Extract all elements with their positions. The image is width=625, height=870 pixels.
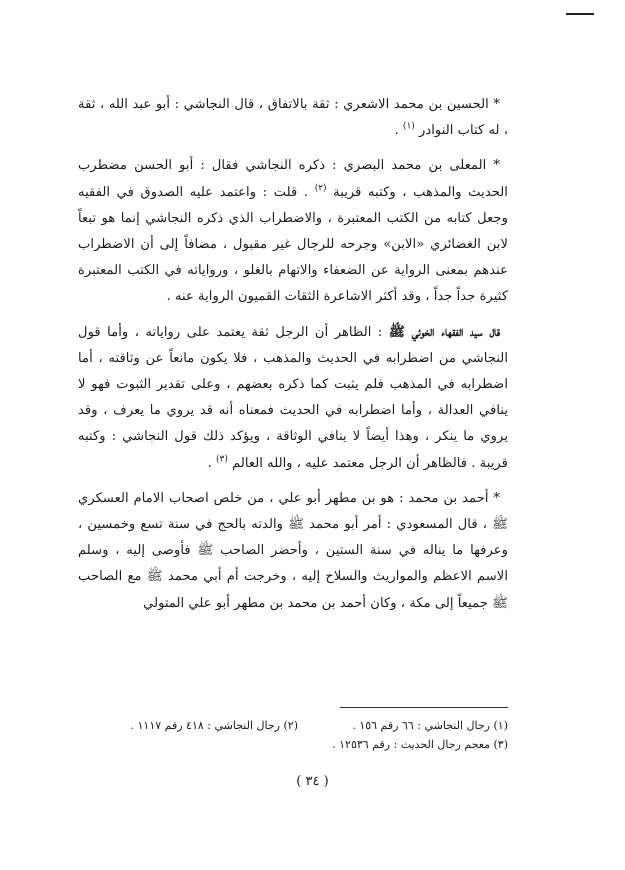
footnotes [90, 716, 508, 754]
footnote-3: (٣) معجم رجال الحديث : رقم ١٢٥٣٦ . [332, 738, 508, 751]
header-rule [566, 13, 594, 15]
paragraph-tail: . [394, 123, 399, 139]
footnote-ref: (٣) [216, 454, 228, 465]
paragraph-2 [78, 153, 508, 310]
paragraph-1 [78, 92, 508, 144]
paragraph-4 [78, 486, 508, 617]
page-body [78, 92, 508, 626]
page-number: ( ٣٤ ) [296, 774, 329, 789]
footnote-2: (٢) رجال النجاشي : ٤١٨ رقم ١١١٧ . [130, 719, 298, 732]
paragraph-text: * الحسين بن محمد الاشعري : ثقة بالاتفاق ، قال النجاشي : أبو عبد الله ، ثقة ، له كتاب النوادر [78, 97, 508, 139]
footnote-divider [340, 707, 508, 708]
paragraph-text: : الظاهر أن الرجل ثقة يعتمد على رواياته ، وأما قول النجاشي من اضطرابه في الحديث والمذهب ، فلا يكون مانعاً عن وثاقته ، أما اضطرابه في المذهب فلم يثبت كما ذكره بعضهم ، وعلى تقدير الثبوت فهو لا ينافي العدالة ، وأما اضطرابه في الحديث فمعناه أنه قد يروي ما يعرف ، وقد يروي ما ينكر ، وهذا أيضاً لا ينافي الوثاقة ، ويؤكد ذلك قول النجاشي : وكتبه قريبة . فالظاهر أن الرجل معتمد عليه ، والله العالم [78, 324, 508, 471]
paragraph-tail: . قلت : واعتمد عليه الصدوق في الفقيه وجعل كتابه من الكتب المعتبرة ، والاضطراب الذي ذكره النجاشي إنما هو تبعاً لابن الغضائري «الابن» وجرحه للرجال غير مقبول ، مضافاً إلى أن الاضطراب عندهم بمعنى الرواية عن الضعفاء والاتهام بالغلو ، ورواياته في الكتب المعتبرة كثيرة جداً جداً ، وقد أكثر الاشاعرة الثقات القميون الرواية عنه . [78, 184, 508, 305]
paragraph-tail: . [207, 455, 212, 471]
paragraph-text: * المعلى بن محمد البصري : ذكره النجاشي فقال : أبو الحسن مضطرب الحديث والمذهب ، وكتبه قريبة [78, 158, 508, 200]
paragraph-lead: قال سيد الفقهاء الخوئي ﷺ [388, 324, 500, 340]
footnote-row [90, 735, 508, 754]
paragraph-3 [78, 320, 508, 477]
paragraph-text: * أحمد بن محمد : هو بن مطهر أبو علي ، من خلص اصحاب الامام العسكري ﷺ ، قال المسعودي : أمر أبو محمد ﷺ والدته بالحج في سنة تسع وخمسين ، وعرفها ما يناله في سنة الستين ، وأحضر الصاحب ﷺ فأوصى إليه ، وسلم الاسم الاعظم والمواريث والسلاح إليه ، وخرجت أم أبي محمد ﷺ مع الصاحب ﷺ جميعاً إلى مكة ، وكان أحمد بن محمد بن مطهر أبو علي المتولي [78, 490, 508, 611]
footnote-ref: (١) [402, 121, 415, 132]
footnote-1: (١) رجال النجاشي : ٦٦ رقم ١٥٦ . [352, 719, 508, 732]
footnote-row [90, 716, 508, 735]
footnote-ref: (٢) [314, 183, 327, 194]
